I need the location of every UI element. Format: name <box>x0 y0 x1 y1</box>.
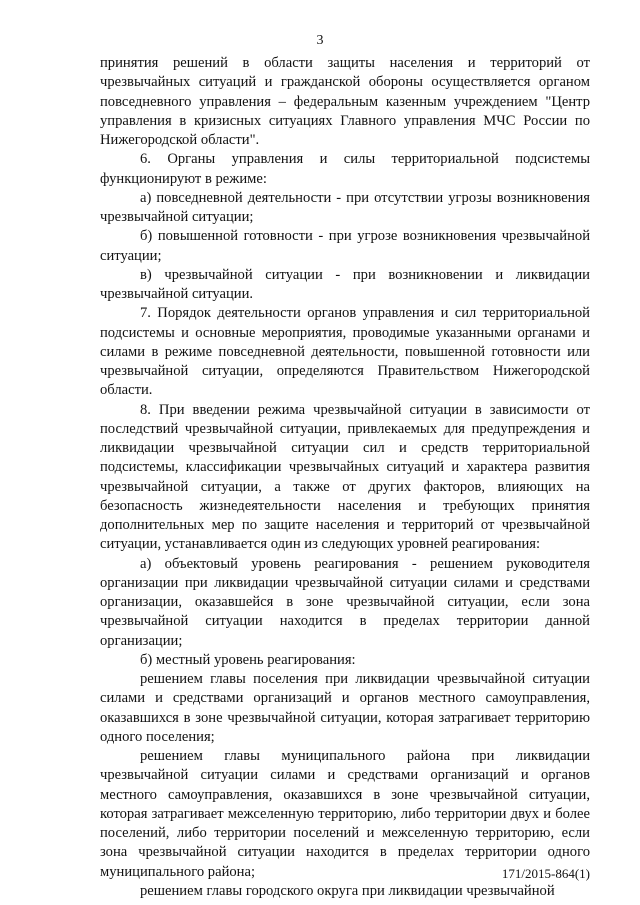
paragraph-7-procedure: 7. Порядок деятельности органов управления и сил территориальной подсистемы и основные мероприятия, проводимые указанными органами и силами в режиме повседневной деятельности, повышенной готовности или чрезвычайной ситуации, определяются Правительством Нижегородской области. <box>100 305 590 399</box>
paragraph-continuation: принятия решений в области защиты населения и территорий от чрезвычайных ситуаций и гражданской обороны осуществляется органом повседневного управления – федеральным казенным учреждением "Центр управления в кризисных ситуациях Главного управления МЧС России по Нижегородской области". <box>100 55 590 148</box>
paragraph-8b-local-level: б) местный уровень реагирования: <box>140 651 356 668</box>
document-body <box>100 54 590 901</box>
paragraph-8-response-levels: 8. При введении режима чрезвычайной ситуации в зависимости от последствий чрезвычайной ситуации, привлекаемых для предупреждения и ликвидации чрезвычайной ситуации сил и средств территориальной подсистемы, классификации чрезвычайных ситуаций и характера развития чрезвычайной ситуации, а также от других факторов, влияющих на безопасность жизнедеятельности населения и требующих принятия дополнительных мер по защите населения и территорий от чрезвычайной ситуации, устанавливается один из следующих уровней реагирования: <box>100 401 590 553</box>
paragraph-8a-object-level: а) объектовый уровень реагирования - решением руководителя организации при ликвидации чрезвычайной ситуации силами и средствами организации, оказавшейся в зоне чрезвычайной ситуации, если зона чрезвычайной ситуации находится в пределах территории данной организации; <box>100 555 590 649</box>
paragraph-6a-daily: а) повседневной деятельности - при отсутствии угрозы возникновения чрезвычайной ситуации; <box>100 189 590 225</box>
paragraph-district-head: решением главы муниципального района при ликвидации чрезвычайной ситуации силами и средствами организаций и органов местного самоуправления, оказавшихся в зоне чрезвычайной ситуации, которая затрагивает межселенную территорию, либо территории двух и более поселений, либо территории поселений и межселенную территорию, если зона чрезвычайной ситуации находится в пределах территории одного муниципального района; <box>100 748 590 880</box>
paragraph-6c-emergency: в) чрезвычайной ситуации - при возникновении и ликвидации чрезвычайной ситуации. <box>100 266 590 302</box>
paragraph-6-modes: 6. Органы управления и силы территориальной подсистемы функционируют в режиме: <box>100 151 590 187</box>
paragraph-6b-alert: б) повышенной готовности - при угрозе возникновения чрезвычайной ситуации; <box>100 228 590 264</box>
document-code: 171/2015-864(1) <box>501 866 590 881</box>
paragraph-settlement-head: решением главы поселения при ликвидации чрезвычайной ситуации силами и средствами организаций и органов местного самоуправления, оказавшихся в зоне чрезвычайной ситуации, которая затрагивает территорию одного поселения; <box>100 671 590 745</box>
page-number: 3 <box>316 33 324 48</box>
paragraph-city-district-head: решением главы городского округа при ликвидации чрезвычайной <box>140 882 555 899</box>
